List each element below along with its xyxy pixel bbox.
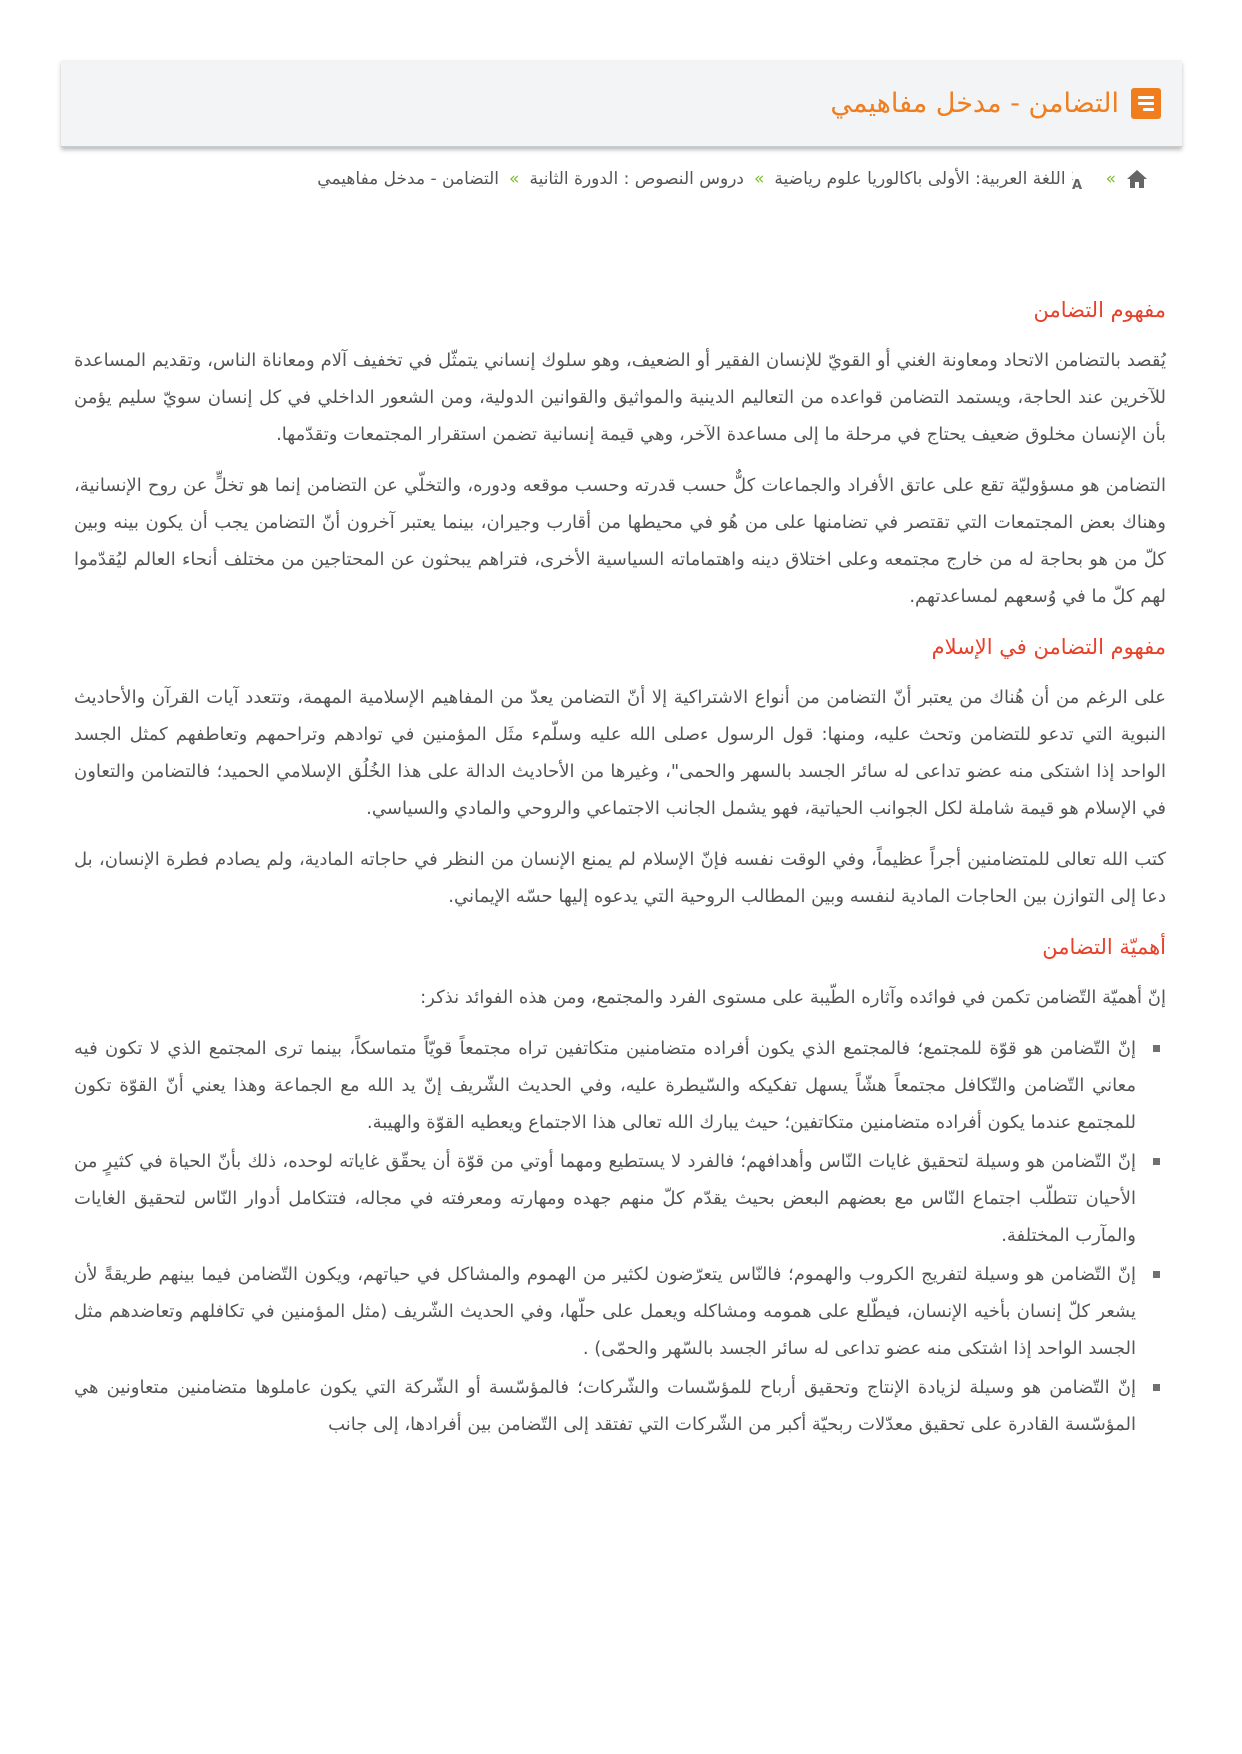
- bullet-icon: [1153, 1271, 1160, 1278]
- breadcrumb-separator: »: [754, 169, 765, 189]
- bullet-icon: [1153, 1158, 1160, 1165]
- list-item-text: إنّ التّضامن هو وسيلة لزيادة الإنتاج وتحقيق أرباح للمؤسّسات والشّركات؛ فالمؤسّسة أو الشّركة التي يكون عاملوها متضامنين متعاونين هي المؤسّسة القادرة على تحقيق معدّلات ربحيّة أكبر من الشّركات التي تفتقد إلى التّضامن بين أفرادها، إلى جانب: [74, 1377, 1136, 1435]
- list-item: [74, 1030, 1136, 1141]
- list-item: [74, 1369, 1136, 1443]
- section-heading: مفهوم التضامن في الإسلام: [931, 635, 1166, 659]
- bullet-icon: [1153, 1045, 1160, 1052]
- page-header: [61, 60, 1182, 147]
- paragraph: كتب الله تعالى للمتضامنين أجراً عظيماً، وفي الوقت نفسه فإنّ الإسلام لم يمنع الإنسان من النظر في حاجاته المادية، ولم يصادم فطرة الإنسان، بل دعا إلى التوازن بين الحاجات المادية لنفسه وبين المطالب الروحية التي يدعوه إليها حسّه الإيماني.: [74, 849, 1166, 907]
- section-heading: مفهوم التضامن: [1033, 298, 1166, 322]
- paragraph: يُقصد بالتضامن الاتحاد ومعاونة الغني أو القويّ للإنسان الفقير أو الضعيف، وهو سلوك إنساني يتمثّل في تخفيف آلام ومعاناة الناس، وتقديم المساعدة للآخرين عند الحاجة، ويستمد التضامن قواعده من التعاليم الدينية والمواثيق والقوانين الدولية، ومن الشعور الداخلي في كل إنسان سويّ سليم يؤمن بأن الإنسان مخلوق ضعيف يحتاج في مرحلة ما إلى مساعدة الآخر، وهي قيمة إنسانية تضمن استقرار المجتمعات وتقدّمها.: [74, 350, 1166, 445]
- paragraph: على الرغم من أن هُناك من يعتبر أنّ التضامن من أنواع الاشتراكية إلا أنّ التضامن يعدّ من المفاهيم الإسلامية المهمة، وتتعدد آيات القرآن والأحاديث النبوية التي تدعو للتضامن وتحث عليه، ومنها: قول الرسول ءصلى الله عليه وسلّمء مثَل المؤمنين في توادهم وتراحمهم وتعاطفهم كمثل الجسد الواحد إذا اشتكى منه عضو تداعى له سائر الجسد بالسهر والحمى"، وغيرها من الأحاديث الدالة على هذا الخُلُق الإسلامي الحميد؛ فالتضامن والتعاون في الإسلام هو قيمة شاملة لكل الجوانب الحياتية، فهو يشمل الجانب الاجتماعي والروحي والمادي والسياسي.: [74, 687, 1166, 819]
- bullet-icon: [1153, 1384, 1160, 1391]
- document-icon: [1131, 88, 1161, 119]
- list-item: [74, 1256, 1136, 1367]
- breadcrumb: [317, 168, 1148, 190]
- paragraph: التضامن هو مسؤوليّة تقع على عاتق الأفراد والجماعات كلٌّ حسب قدرته وحسب موقعه ودوره، والتخلّي عن التضامن إنما هو تخلٍّ عن روح الإنسانية، وهناك بعض المجتمعات التي تقتصر في تضامنها على من هُو في محيطها من أقارب وجيران، بينما يعتبر آخرون أنّ التضامن يجب أن يكون بينه وبين كلّ من هو بحاجة له من خارج مجتمعه وعلى اختلاق دينه واهتماماته السياسية الأخرى، فتراهم يبحثون عن المحتاجين من مختلف أنحاء العالم ليُقدّموا لهم كلّ ما في وُسعهم لمساعدتهم.: [74, 475, 1166, 607]
- list-item-text: إنّ التّضامن هو قوّة للمجتمع؛ فالمجتمع الذي يكون أفراده متضامنين متكاتفين تراه مجتمعاً قويّاً متماسكاً، بينما ترى المجتمع الذي لا تكون فيه معاني التّضامن والتّكافل مجتمعاً هشّاً يسهل تفكيكه والسّيطرة عليه، وفي الحديث الشّريف إنّ يد الله مع الجماعة وهذا يعني أنّ القوّة تكون للمجتمع عندما يكون أفراده متضامنين متكاتفين؛ حيث يبارك الله تعالى هذا الاجتماع ويعطيه القوّة والهيبة.: [74, 1038, 1136, 1133]
- page-title: التضامن - مدخل مفاهيمي: [830, 87, 1119, 119]
- section-concept: [74, 292, 1166, 615]
- breadcrumb-item-lessons[interactable]: دروس النصوص : الدورة الثانية: [529, 169, 744, 189]
- home-icon[interactable]: [1126, 169, 1148, 189]
- list-item-text: إنّ التّضامن هو وسيلة لتحقيق غايات النّاس وأهدافهم؛ فالفرد لا يستطيع ومهما أوتي من قوّة أن يحقّق غاياته لوحده، ذلك بأنّ الحياة في كثيرٍ من الأحيان تتطلّب اجتماع النّاس مع بعضهم البعض بحيث يقدّم كلّ منهم جهده ومهارته ومعرفته في مجاله، فتتكامل أدوار النّاس لتحقيق الغايات والمآرب المختلفة.: [74, 1151, 1136, 1246]
- list-item-text: إنّ التّضامن هو وسيلة لتفريج الكروب والهموم؛ فالنّاس يتعرّضون لكثير من الهموم والمشاكل في حياتهم، ويكون التّضامن فيما بينهم طريقةً لأن يشعر كلّ إنسان بأخيه الإنسان، فيطّلع على همومه ومشاكله ويعمل على حلّها، وفي الحديث الشّريف (مثل المؤمنين في تكافلهم وتعاضدهم مثل الجسد الواحد إذا اشتكى منه عضو تداعى له سائر الجسد بالسّهر والحمّى) .: [74, 1264, 1136, 1359]
- paragraph: إنّ أهميّة التّضامن تكمن في فوائده وآثاره الطّيبة على مستوى الفرد والمجتمع، ومن هذه الفوائد نذكر:: [420, 987, 1166, 1008]
- benefits-list: [74, 1030, 1166, 1443]
- breadcrumb-item-current: التضامن - مدخل مفاهيمي: [317, 169, 500, 189]
- breadcrumb-item-course[interactable]: اللغة العربية: الأولى باكالوريا علوم رياضية: [774, 169, 1066, 189]
- list-item: [74, 1143, 1136, 1254]
- article-content: [74, 292, 1166, 1445]
- breadcrumb-separator: »: [509, 169, 520, 189]
- breadcrumb-separator: »: [1105, 169, 1116, 189]
- section-heading: أهميّة التضامن: [1042, 935, 1166, 959]
- section-islam: [74, 629, 1166, 915]
- section-importance: [74, 929, 1166, 1443]
- translate-icon: [1072, 168, 1096, 190]
- svg-text:A: A: [1071, 178, 1082, 190]
